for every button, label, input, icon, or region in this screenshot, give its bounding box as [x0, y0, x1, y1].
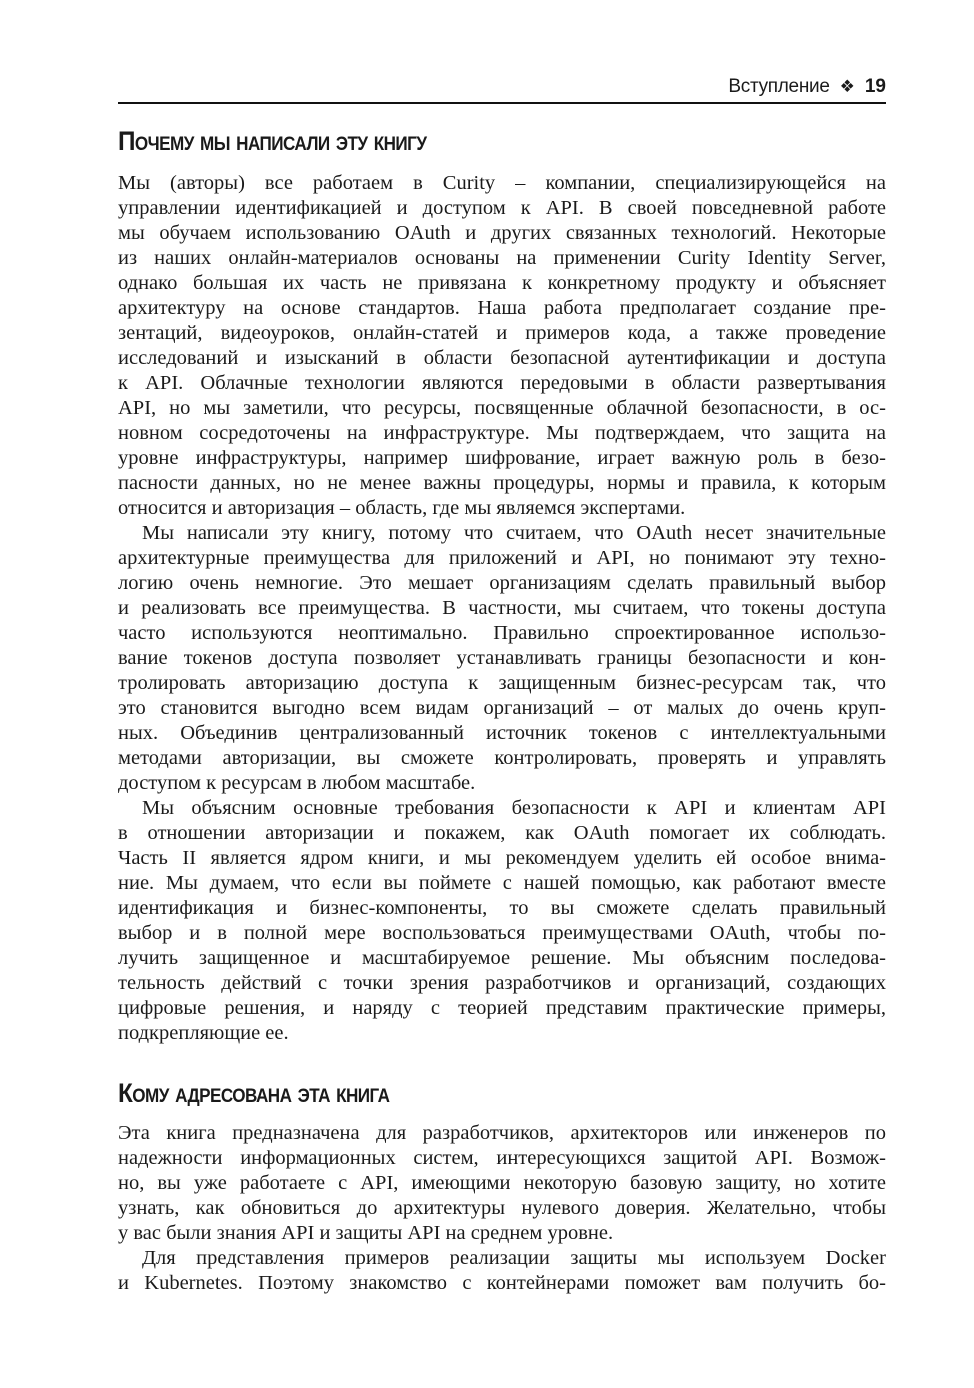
text-line: пасности данных, но не менее важны процедуры, нормы и правила, к которым — [118, 472, 886, 494]
text-line: Для представления примеров реализации защиты мы используем Docker — [142, 1247, 886, 1269]
text-line: однако большая их часть не привязана к конкретному продукту и объясняет — [118, 272, 886, 294]
text-line: уровне инфраструктуры, например шифрование, играет важную роль в безо- — [118, 447, 886, 469]
section-heading: Кому адресована эта книга — [118, 1078, 390, 1108]
paragraph — [118, 1246, 886, 1296]
text-line: Эта книга предназначена для разработчиков, архитекторов или инженеров по — [118, 1122, 886, 1144]
text-line: новном сосредоточены на инфраструктуре. Мы подтверждаем, что защита на — [118, 422, 886, 444]
paragraph — [118, 1121, 886, 1246]
page-number: 19 — [864, 76, 886, 97]
text-line: Мы (авторы) все работаем в Curity – компании, специализирующейся на — [118, 172, 886, 194]
running-header-section: Вступление — [728, 76, 830, 97]
text-line: и Kubernetes. Поэтому знакомство с контейнерами поможет вам получить бо- — [118, 1272, 886, 1294]
running-header — [118, 76, 886, 102]
text-line: ние. Мы думаем, что если вы поймете с нашей помощью, как работают вместе — [118, 872, 886, 894]
text-line: надежности информационных систем, интересующихся защитой API. Возмож- — [118, 1147, 886, 1169]
text-line: идентификация и бизнес-компоненты, то вы сможете сделать правильный — [118, 897, 886, 919]
text-line: тельность действий с точки зрения разработчиков и организаций, создающих — [118, 972, 886, 994]
text-line: относится и авторизация – область, где мы являемся экспертами. — [118, 497, 686, 519]
text-line: методами авторизации, вы сможете контролировать, проверять и управлять — [118, 747, 886, 769]
text-line: из наших онлайн-материалов основаны на применении Curity Identity Server, — [118, 247, 886, 269]
text-line: цифровые решения, и наряду с теорией представим практические примеры, — [118, 997, 886, 1019]
text-line: мы обучаем использованию OAuth и других связанных технологий. Некоторые — [118, 222, 886, 244]
text-line: у вас были знания API и защиты API на среднем уровне. — [118, 1222, 614, 1244]
text-line: API, но мы заметили, что ресурсы, посвященные облачной безопасности, в ос- — [118, 397, 886, 419]
text-line: часто используются неоптимально. Правильно спроектированное использо- — [118, 622, 886, 644]
text-line: Мы написали эту книгу, потому что считаем, что OAuth несет значительные — [142, 522, 886, 544]
text-line: архитектурные преимущества для приложений и API, но понимают эту техно- — [118, 547, 886, 569]
text-line: и реализовать все преимущества. В частности, мы считаем, что токены доступа — [118, 597, 886, 619]
text-line: логию очень немногие. Это мешает организациям сделать правильный выбор — [118, 572, 886, 594]
text-line: узнать, как обновиться до архитектуры нулевого доверия. Желательно, чтобы — [118, 1197, 886, 1219]
text-line: вание токенов доступа позволяет устанавливать границы безопасности и кон- — [118, 647, 886, 669]
text-line: выбор и в полной мере воспользоваться преимуществами OAuth, чтобы по- — [118, 922, 886, 944]
text-line: архитектуру на основе стандартов. Наша работа предполагает создание пре- — [118, 297, 886, 319]
text-line: управлении идентификацией и доступом к API. В своей повседневной работе — [118, 197, 886, 219]
text-line: лучить защищенное и масштабируемое решение. Мы объясним последова- — [118, 947, 886, 969]
paragraph — [118, 171, 886, 521]
text-line: подкрепляющие ее. — [118, 1022, 289, 1044]
text-line: Мы объясним основные требования безопасности к API и клиентам API — [142, 797, 886, 819]
paragraph — [118, 796, 886, 1046]
paragraph — [118, 521, 886, 796]
header-rule — [118, 102, 886, 104]
text-line: доступом к ресурсам в любом масштабе. — [118, 772, 476, 794]
text-line: исследований и изысканий в области безопасной аутентификации и доступа — [118, 347, 886, 369]
text-line: тролировать авторизацию доступа к защищенным бизнес-ресурсам так, что — [118, 672, 886, 694]
text-line: ных. Объединив централизованный источник токенов с интеллектуальными — [118, 722, 886, 744]
text-line: к API. Облачные технологии являются передовыми в области развертывания — [118, 372, 886, 394]
text-line: но, вы уже работаете с API, имеющими некоторую базовую защиту, но хотите — [118, 1172, 886, 1194]
text-line: Часть II является ядром книги, и мы рекомендуем уделить ей особое внима- — [118, 847, 886, 869]
ornament-icon: ❖ — [839, 77, 855, 96]
text-line: это становится выгодно всем видам организаций – от малых до очень круп- — [118, 697, 886, 719]
section-heading: Почему мы написали эту книгу — [118, 126, 427, 156]
text-line: зентаций, видеоуроков, онлайн-статей и примеров кода, а также проведение — [118, 322, 886, 344]
text-line: в отношении авторизации и покажем, как OAuth помогает их соблюдать. — [118, 822, 886, 844]
